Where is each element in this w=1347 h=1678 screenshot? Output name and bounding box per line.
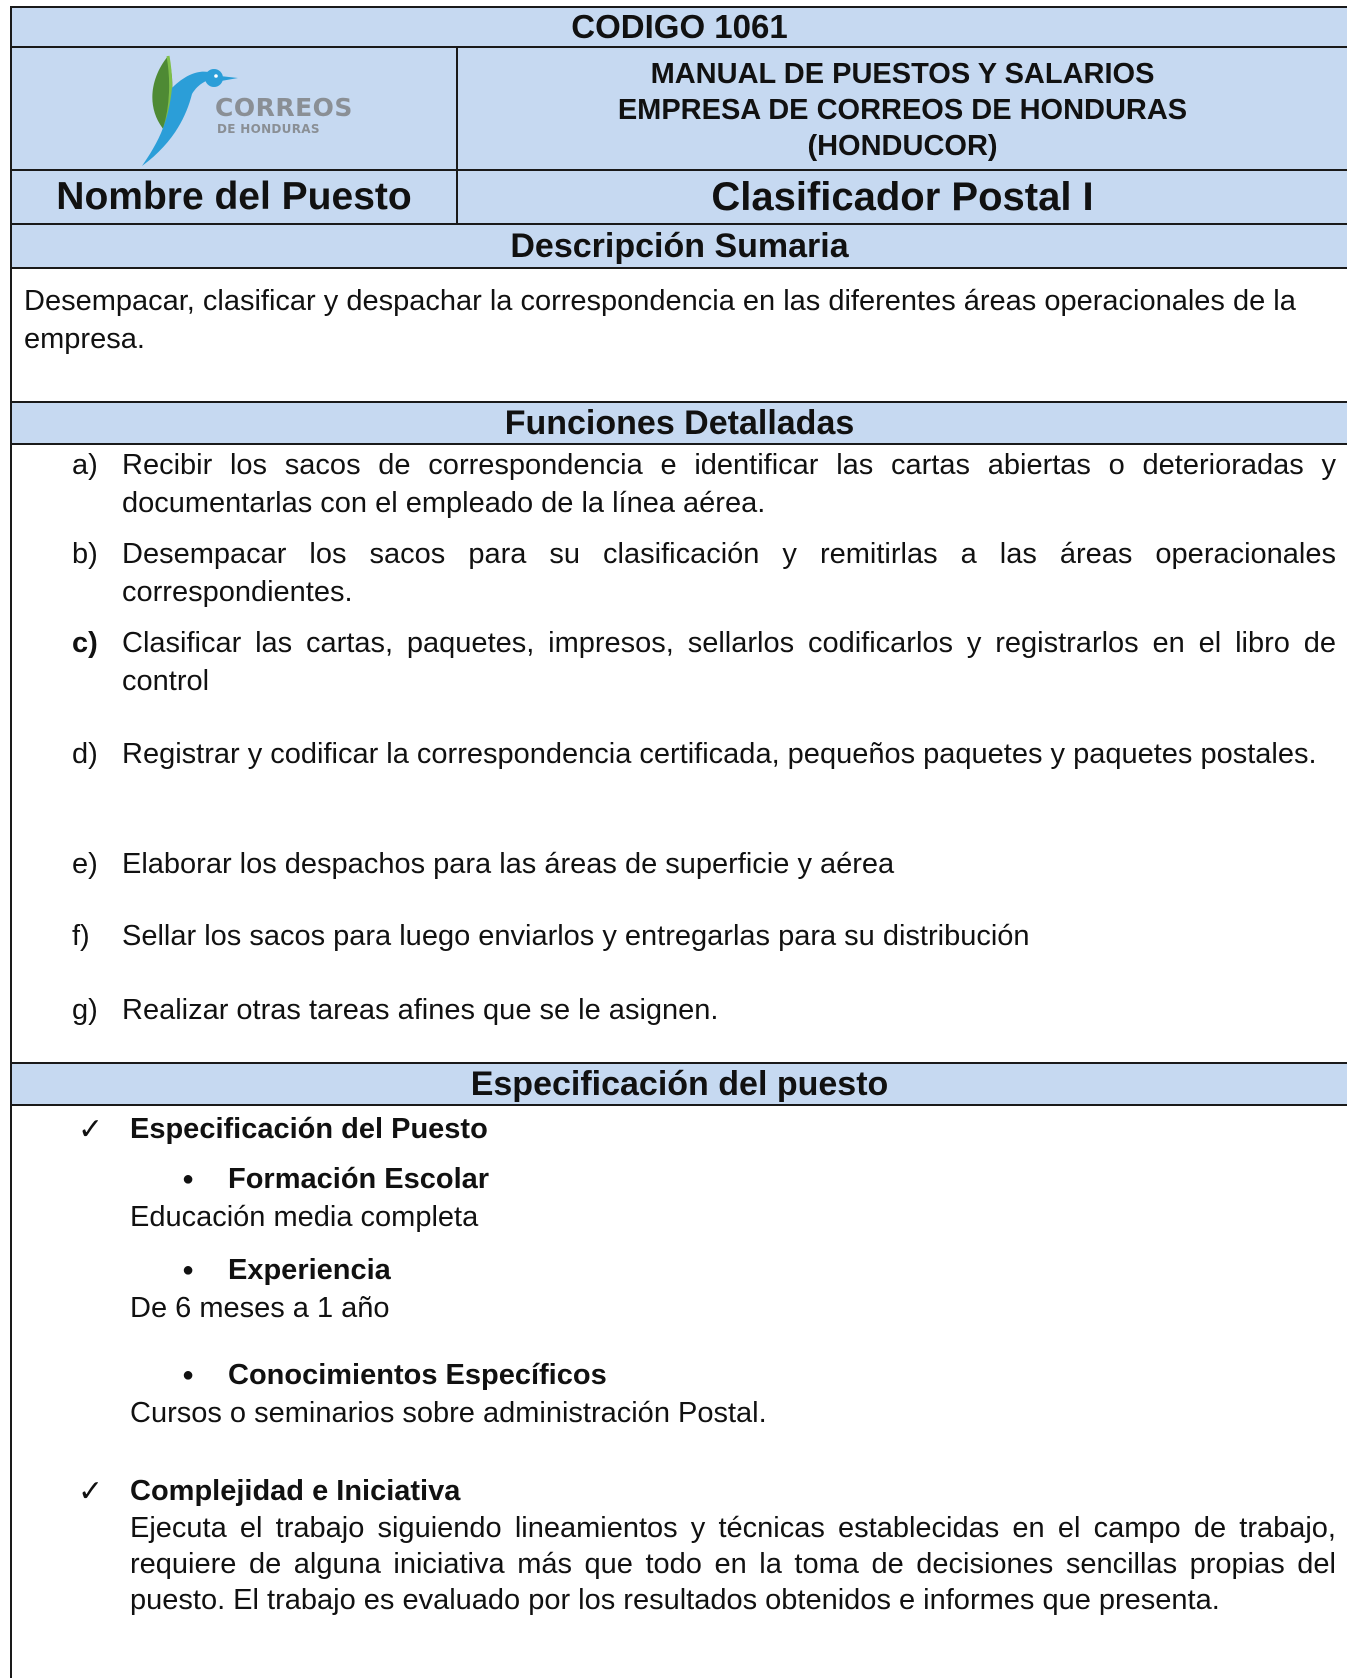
function-marker: f) bbox=[72, 920, 90, 952]
bullet-icon: ● bbox=[182, 1259, 195, 1281]
function-item bbox=[72, 446, 1336, 522]
function-marker: a) bbox=[72, 449, 98, 481]
position-label: Nombre del Puesto bbox=[12, 171, 458, 223]
logo-text-sub: DE HONDURAS bbox=[217, 122, 320, 136]
experience-title bbox=[182, 1254, 391, 1287]
function-marker: b) bbox=[72, 538, 98, 570]
function-marker: g) bbox=[72, 994, 98, 1026]
experience-text: De 6 meses a 1 año bbox=[130, 1292, 390, 1324]
function-text: Desempacar los sacos para su clasificación y remitirlas a las áreas operacionales correspondientes. bbox=[122, 538, 1336, 608]
summary-heading: Descripción Sumaria bbox=[12, 225, 1347, 269]
spec-section-title bbox=[78, 1112, 488, 1147]
function-item bbox=[72, 624, 1336, 700]
complexity-section-title bbox=[78, 1474, 460, 1509]
manual-title-line-2: EMPRESA DE CORREOS DE HONDURAS bbox=[617, 93, 1188, 126]
function-item bbox=[72, 735, 1336, 773]
bullet-icon: ● bbox=[182, 1168, 195, 1190]
function-text: Recibir los sacos de correspondencia e identificar las cartas abiertas o deterioradas y documentarlas con el empleado de la línea aérea. bbox=[122, 449, 1336, 519]
knowledge-title-text: Conocimientos Específicos bbox=[228, 1359, 607, 1391]
education-title-text: Formación Escolar bbox=[228, 1163, 490, 1195]
complexity-text: Ejecuta el trabajo siguiendo lineamientos y técnicas establecidas en el campo de trabajo, requiere de alguna iniciativa más que todo en la toma de decisiones sencillas propias del puesto. El trabajo es evaluado por los resultados obtenidos e informes que presenta. bbox=[130, 1512, 1336, 1616]
knowledge-title bbox=[182, 1359, 607, 1392]
function-marker: e) bbox=[72, 848, 98, 880]
education-title bbox=[182, 1163, 489, 1196]
check-icon: ✓ bbox=[78, 1113, 104, 1146]
job-description-page bbox=[10, 6, 1347, 1678]
summary-text: Desempacar, clasificar y despachar la correspondencia en las diferentes áreas operacionales de la empresa. bbox=[24, 285, 1296, 355]
function-item bbox=[72, 535, 1336, 611]
function-text: Sellar los sacos para luego enviarlos y entregarlas para su distribución bbox=[122, 920, 1030, 952]
manual-title-line-3: (HONDUCOR) bbox=[807, 129, 998, 162]
document-code: CODIGO 1061 bbox=[12, 8, 1347, 48]
specification-heading: Especificación del puesto bbox=[12, 1062, 1347, 1106]
spec-section-title-text: Especificación del Puesto bbox=[130, 1113, 488, 1145]
logo-cell bbox=[12, 48, 458, 169]
function-marker: d) bbox=[72, 738, 98, 770]
manual-title bbox=[458, 48, 1347, 169]
functions-heading: Funciones Detalladas bbox=[12, 401, 1347, 445]
experience-title-text: Experiencia bbox=[228, 1254, 391, 1286]
logo-text-main: CORREOS bbox=[215, 93, 353, 122]
function-text: Elaborar los despachos para las áreas de superficie y aérea bbox=[122, 848, 895, 880]
position-value: Clasificador Postal I bbox=[711, 174, 1094, 219]
manual-title-line-1: MANUAL DE PUESTOS Y SALARIOS bbox=[650, 57, 1155, 90]
function-text: Clasificar las cartas, paquetes, impresos, sellarlos codificarlos y registrarlos en el libro de control bbox=[122, 627, 1336, 697]
position-row bbox=[12, 171, 1347, 225]
function-text: Realizar otras tareas afines que se le asignen. bbox=[122, 994, 719, 1026]
complexity-title-text: Complejidad e Iniciativa bbox=[130, 1475, 461, 1507]
check-icon: ✓ bbox=[78, 1475, 104, 1508]
education-text: Educación media completa bbox=[130, 1201, 479, 1233]
function-text: Registrar y codificar la correspondencia certificada, pequeños paquetes y paquetes postales. bbox=[122, 738, 1317, 770]
function-item bbox=[72, 917, 1336, 955]
knowledge-text: Cursos o seminarios sobre administración Postal. bbox=[130, 1397, 767, 1429]
header-row bbox=[12, 48, 1347, 171]
bullet-icon: ● bbox=[182, 1364, 195, 1386]
function-item bbox=[72, 845, 1336, 883]
function-item bbox=[72, 991, 1336, 1029]
function-marker: c) bbox=[72, 627, 98, 659]
